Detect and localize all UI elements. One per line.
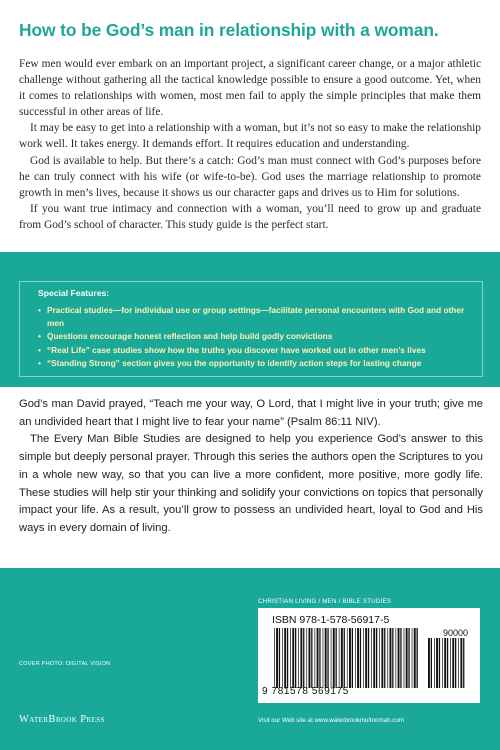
category-label: CHRISTIAN LIVING / MEN / BIBLE STUDIES xyxy=(258,598,392,605)
feature-item: • “Real Life” case studies show how the truths you discover have worked out in other men’s lives xyxy=(38,344,478,357)
website-text: Visit our Web site at www.waterbrookmultnomah.com xyxy=(258,717,404,724)
headline: How to be God’s man in relationship with a woman. xyxy=(19,20,439,40)
barcode-bar xyxy=(311,628,312,688)
body-section xyxy=(0,387,500,568)
barcode-bar xyxy=(290,628,291,688)
intro-paragraph: If you want true intimacy and connection with a woman, you’ll need to grow up and graduate from God’s school of character. This study guide is the perfect start. xyxy=(19,202,481,231)
barcode-bar xyxy=(404,628,405,688)
body-paragraph: The Every Man Bible Studies are designed to help you experience God’s answer to this simple but deeply personal prayer. Through this series the authors open the Scriptures to you in a whole new way, so that you can live a more confident, more positive, more godly life. These studies will help stir your thinking and solidify your convictions on topics that personally impact your life. As a result, you’ll grow to possess an undivided heart, loyal to God and His ways in every domain of living. xyxy=(19,433,483,534)
feature-item: • Practical studies—for individual use or group settings—facilitate personal encounters with God and other men xyxy=(38,304,478,330)
barcode-bar xyxy=(373,628,375,688)
barcode-bar xyxy=(317,628,319,688)
body-paragraph: God’s man David prayed, “Teach me your way, O Lord, that I might live in your truth; give me an undivided heart that I might live to fear your name” (Psalm 86:11 NIV). xyxy=(19,398,483,428)
barcode-bar xyxy=(376,628,377,688)
barcode-bar xyxy=(381,628,383,688)
barcode-bar xyxy=(333,628,335,688)
barcode-bar xyxy=(309,628,311,688)
barcode-bar xyxy=(450,638,451,688)
barcode-bar xyxy=(352,628,353,688)
barcode-bar xyxy=(347,628,348,688)
intro-paragraph: It may be easy to get into a relationship with a woman, but it’s not so easy to make the relationship work well. It takes energy. It demands effort. It requires education and understanding. xyxy=(19,122,481,151)
top-section xyxy=(0,0,500,252)
barcode-bar xyxy=(460,638,462,688)
intro-paragraph: God is available to help. But there’s a catch: God’s man must connect with God’s purposes before he can truly connect with his wife (or wife-to-be). God uses the marriage relationship to promote growth in men’s lives, because it shows us our character gaps and drives us to Him for solutions. xyxy=(19,154,481,199)
isbn-label: ISBN 978-1-578-56917-5 xyxy=(272,614,390,626)
barcode-bar xyxy=(355,628,356,688)
barcode-bar xyxy=(414,628,416,688)
barcode-bar xyxy=(396,628,397,688)
barcode-bar xyxy=(360,628,361,688)
barcode-bar xyxy=(455,638,456,688)
barcode-bar xyxy=(274,628,275,688)
barcode-bar xyxy=(349,628,351,688)
barcode-bar xyxy=(368,628,369,688)
barcode-bar xyxy=(463,638,464,688)
barcode-bar xyxy=(452,638,454,688)
ean-barcode xyxy=(272,628,420,688)
feature-item: • Questions encourage honest reflection and help build godly convictions xyxy=(38,330,478,343)
features-section xyxy=(0,252,500,387)
barcode-bar xyxy=(306,628,307,688)
barcode-bar xyxy=(447,638,448,688)
barcode-bar xyxy=(303,628,304,688)
barcode-bar xyxy=(323,628,324,688)
barcode-bar xyxy=(387,628,388,688)
barcode-bar xyxy=(442,638,443,688)
barcode-bar xyxy=(284,628,286,688)
barcode-bar xyxy=(434,638,435,688)
barcode-bar xyxy=(295,628,296,688)
barcode-bar xyxy=(408,628,409,688)
barcode-bar xyxy=(439,638,440,688)
barcode-bar xyxy=(406,628,408,688)
barcode-bar xyxy=(384,628,385,688)
barcode-bar xyxy=(458,638,459,688)
price-barcode xyxy=(426,638,468,688)
barcode-bar xyxy=(436,638,438,688)
barcode-bar xyxy=(341,628,343,688)
barcode-bar xyxy=(444,638,446,688)
barcode-bar xyxy=(339,628,340,688)
features-list xyxy=(38,304,478,370)
barcode-bar xyxy=(344,628,345,688)
barcode-bar xyxy=(327,628,328,688)
barcode-bar xyxy=(417,628,418,688)
feature-item: • “Standing Strong” section gives you the opportunity to identify action steps for lasting change xyxy=(38,357,478,370)
intro-paragraph: Few men would ever embark on an important project, a significant career change, or a major athletic challenge without gathering all the tactical knowledge possible to ensure a good outcome. Yet, when it comes to relationships with women, most men fail to apply the simple principles that make them successful in other areas of life. xyxy=(19,58,481,119)
barcode-bar xyxy=(276,628,278,688)
barcode-bar xyxy=(279,628,280,688)
barcode-bar xyxy=(379,628,380,688)
barcode-bar xyxy=(365,628,367,688)
barcode-bar xyxy=(371,628,372,688)
price-code: 90000 xyxy=(442,628,468,638)
features-heading: Special Features: xyxy=(38,288,110,298)
barcode-bar xyxy=(390,628,392,688)
barcode-bar xyxy=(331,628,332,688)
barcode-bar xyxy=(336,628,337,688)
barcode-bar xyxy=(392,628,393,688)
barcode-bar xyxy=(357,628,359,688)
barcode-bar xyxy=(325,628,327,688)
bottom-section xyxy=(0,568,500,750)
barcode-bar xyxy=(292,628,294,688)
barcode-bar xyxy=(400,628,401,688)
publisher-logo: WaterBrook Press xyxy=(19,714,105,725)
barcode-bar xyxy=(398,628,400,688)
barcode-bar xyxy=(319,628,320,688)
barcode-bar xyxy=(298,628,299,688)
barcode-panel xyxy=(258,608,480,703)
cover-photo-credit: COVER PHOTO: DIGITAL VISION xyxy=(19,661,111,667)
barcode-bar xyxy=(412,628,413,688)
barcode-bar xyxy=(282,628,283,688)
barcode-bar xyxy=(300,628,302,688)
intro-text xyxy=(19,56,481,233)
barcode-bar xyxy=(428,638,430,688)
barcode-bar xyxy=(287,628,288,688)
barcode-bar xyxy=(315,628,316,688)
barcode-bar xyxy=(431,638,432,688)
body-text xyxy=(19,396,483,538)
barcode-bar xyxy=(363,628,364,688)
ean-digits: 9 781578 569175 xyxy=(262,686,349,697)
